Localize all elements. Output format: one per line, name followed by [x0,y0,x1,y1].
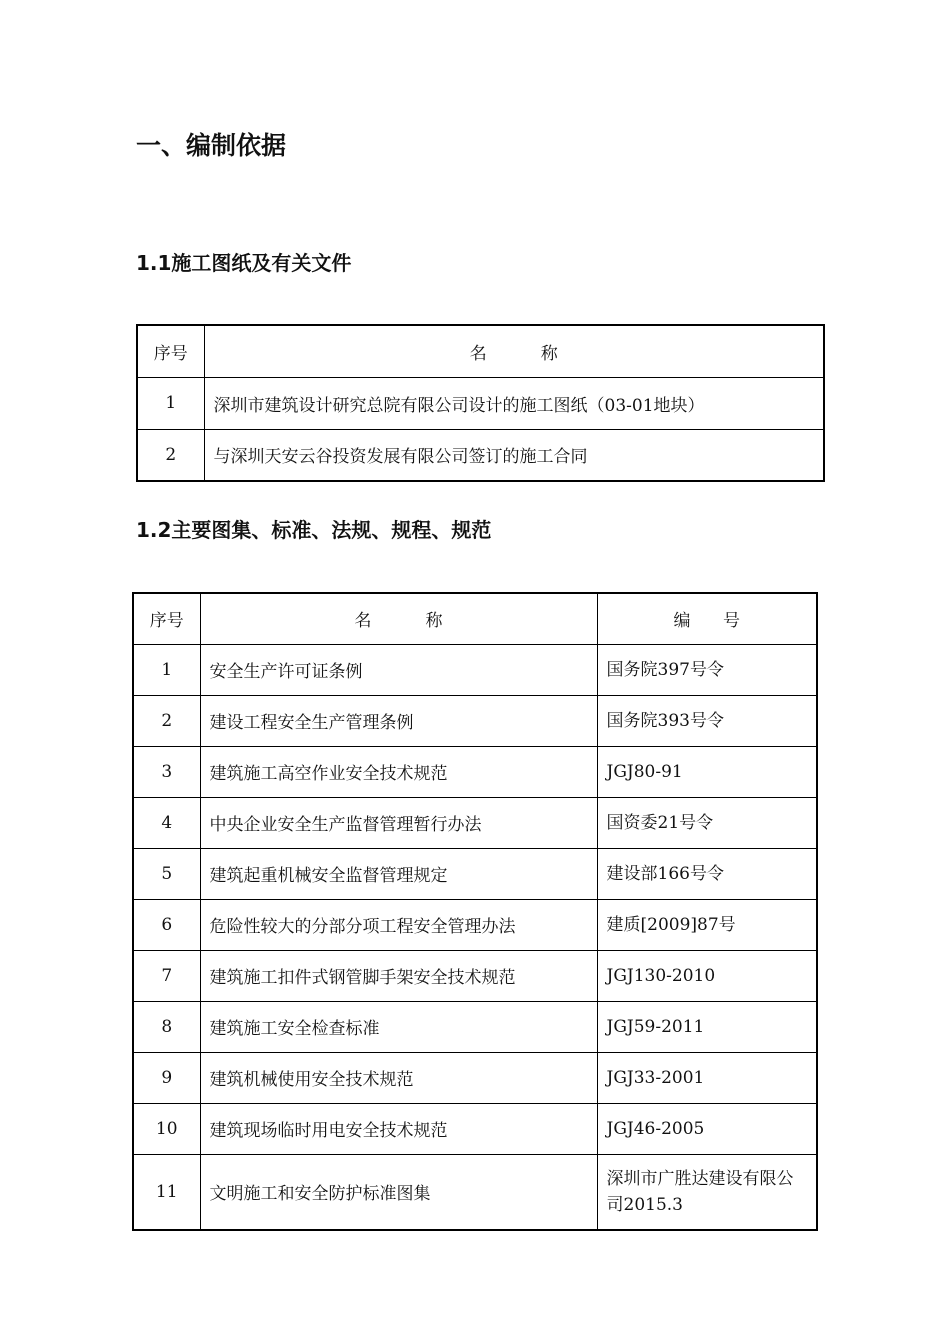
row-no: 2 [137,429,204,481]
row-name: 文明施工和安全防护标准图集 [200,1154,597,1230]
drawings-table [136,324,825,482]
header-code: 编 号 [597,593,817,644]
table-row [133,899,817,950]
header-no: 序号 [133,593,200,644]
header-name: 名 称 [200,593,597,644]
row-no: 8 [133,1001,200,1052]
row-no: 9 [133,1052,200,1103]
table-row [133,797,817,848]
row-name: 与深圳天安云谷投资发展有限公司签订的施工合同 [204,429,824,481]
row-name: 建筑施工扣件式钢管脚手架安全技术规范 [200,950,597,1001]
table-row [133,1052,817,1103]
row-no: 6 [133,899,200,950]
table-row [133,746,817,797]
table-row [133,1154,817,1230]
row-code: 深圳市广胜达建设有限公司2015.3 [597,1154,817,1230]
row-code: JGJ46-2005 [597,1103,817,1154]
row-no: 7 [133,950,200,1001]
row-name: 中央企业安全生产监督管理暂行办法 [200,797,597,848]
table-row [133,1103,817,1154]
row-name: 建筑现场临时用电安全技术规范 [200,1103,597,1154]
row-no: 11 [133,1154,200,1230]
row-no: 1 [137,377,204,429]
table-row [133,848,817,899]
row-code: JGJ59-2011 [597,1001,817,1052]
row-name: 建筑起重机械安全监督管理规定 [200,848,597,899]
row-no: 2 [133,695,200,746]
row-name: 安全生产许可证条例 [200,644,597,695]
table-header-row [133,593,817,644]
row-no: 10 [133,1103,200,1154]
row-no: 1 [133,644,200,695]
header-no: 序号 [137,325,204,377]
row-name: 建筑机械使用安全技术规范 [200,1052,597,1103]
table-header-row [137,325,824,377]
row-code: 国资委21号令 [597,797,817,848]
table-row [137,429,824,481]
table-row [133,644,817,695]
page-heading: 一、编制依据 [136,131,287,160]
row-code: 建质[2009]87号 [597,899,817,950]
header-name: 名 称 [204,325,824,377]
row-code: JGJ33-2001 [597,1052,817,1103]
row-name: 深圳市建筑设计研究总院有限公司设计的施工图纸（03-01地块） [204,377,824,429]
row-name: 建设工程安全生产管理条例 [200,695,597,746]
row-code: 建设部166号令 [597,848,817,899]
table-row [133,1001,817,1052]
row-no: 4 [133,797,200,848]
table-row [133,695,817,746]
section-title-standards: 1.2主要图集、标准、法规、规程、规范 [136,518,492,542]
row-no: 3 [133,746,200,797]
row-code: 国务院397号令 [597,644,817,695]
row-no: 5 [133,848,200,899]
table-row [133,950,817,1001]
row-name: 建筑施工高空作业安全技术规范 [200,746,597,797]
row-name: 建筑施工安全检查标准 [200,1001,597,1052]
table-row [137,377,824,429]
row-code: JGJ130-2010 [597,950,817,1001]
row-code: JGJ80-91 [597,746,817,797]
standards-table [132,592,818,1231]
section-title-drawings: 1.1施工图纸及有关文件 [136,251,352,275]
row-code: 国务院393号令 [597,695,817,746]
row-name: 危险性较大的分部分项工程安全管理办法 [200,899,597,950]
